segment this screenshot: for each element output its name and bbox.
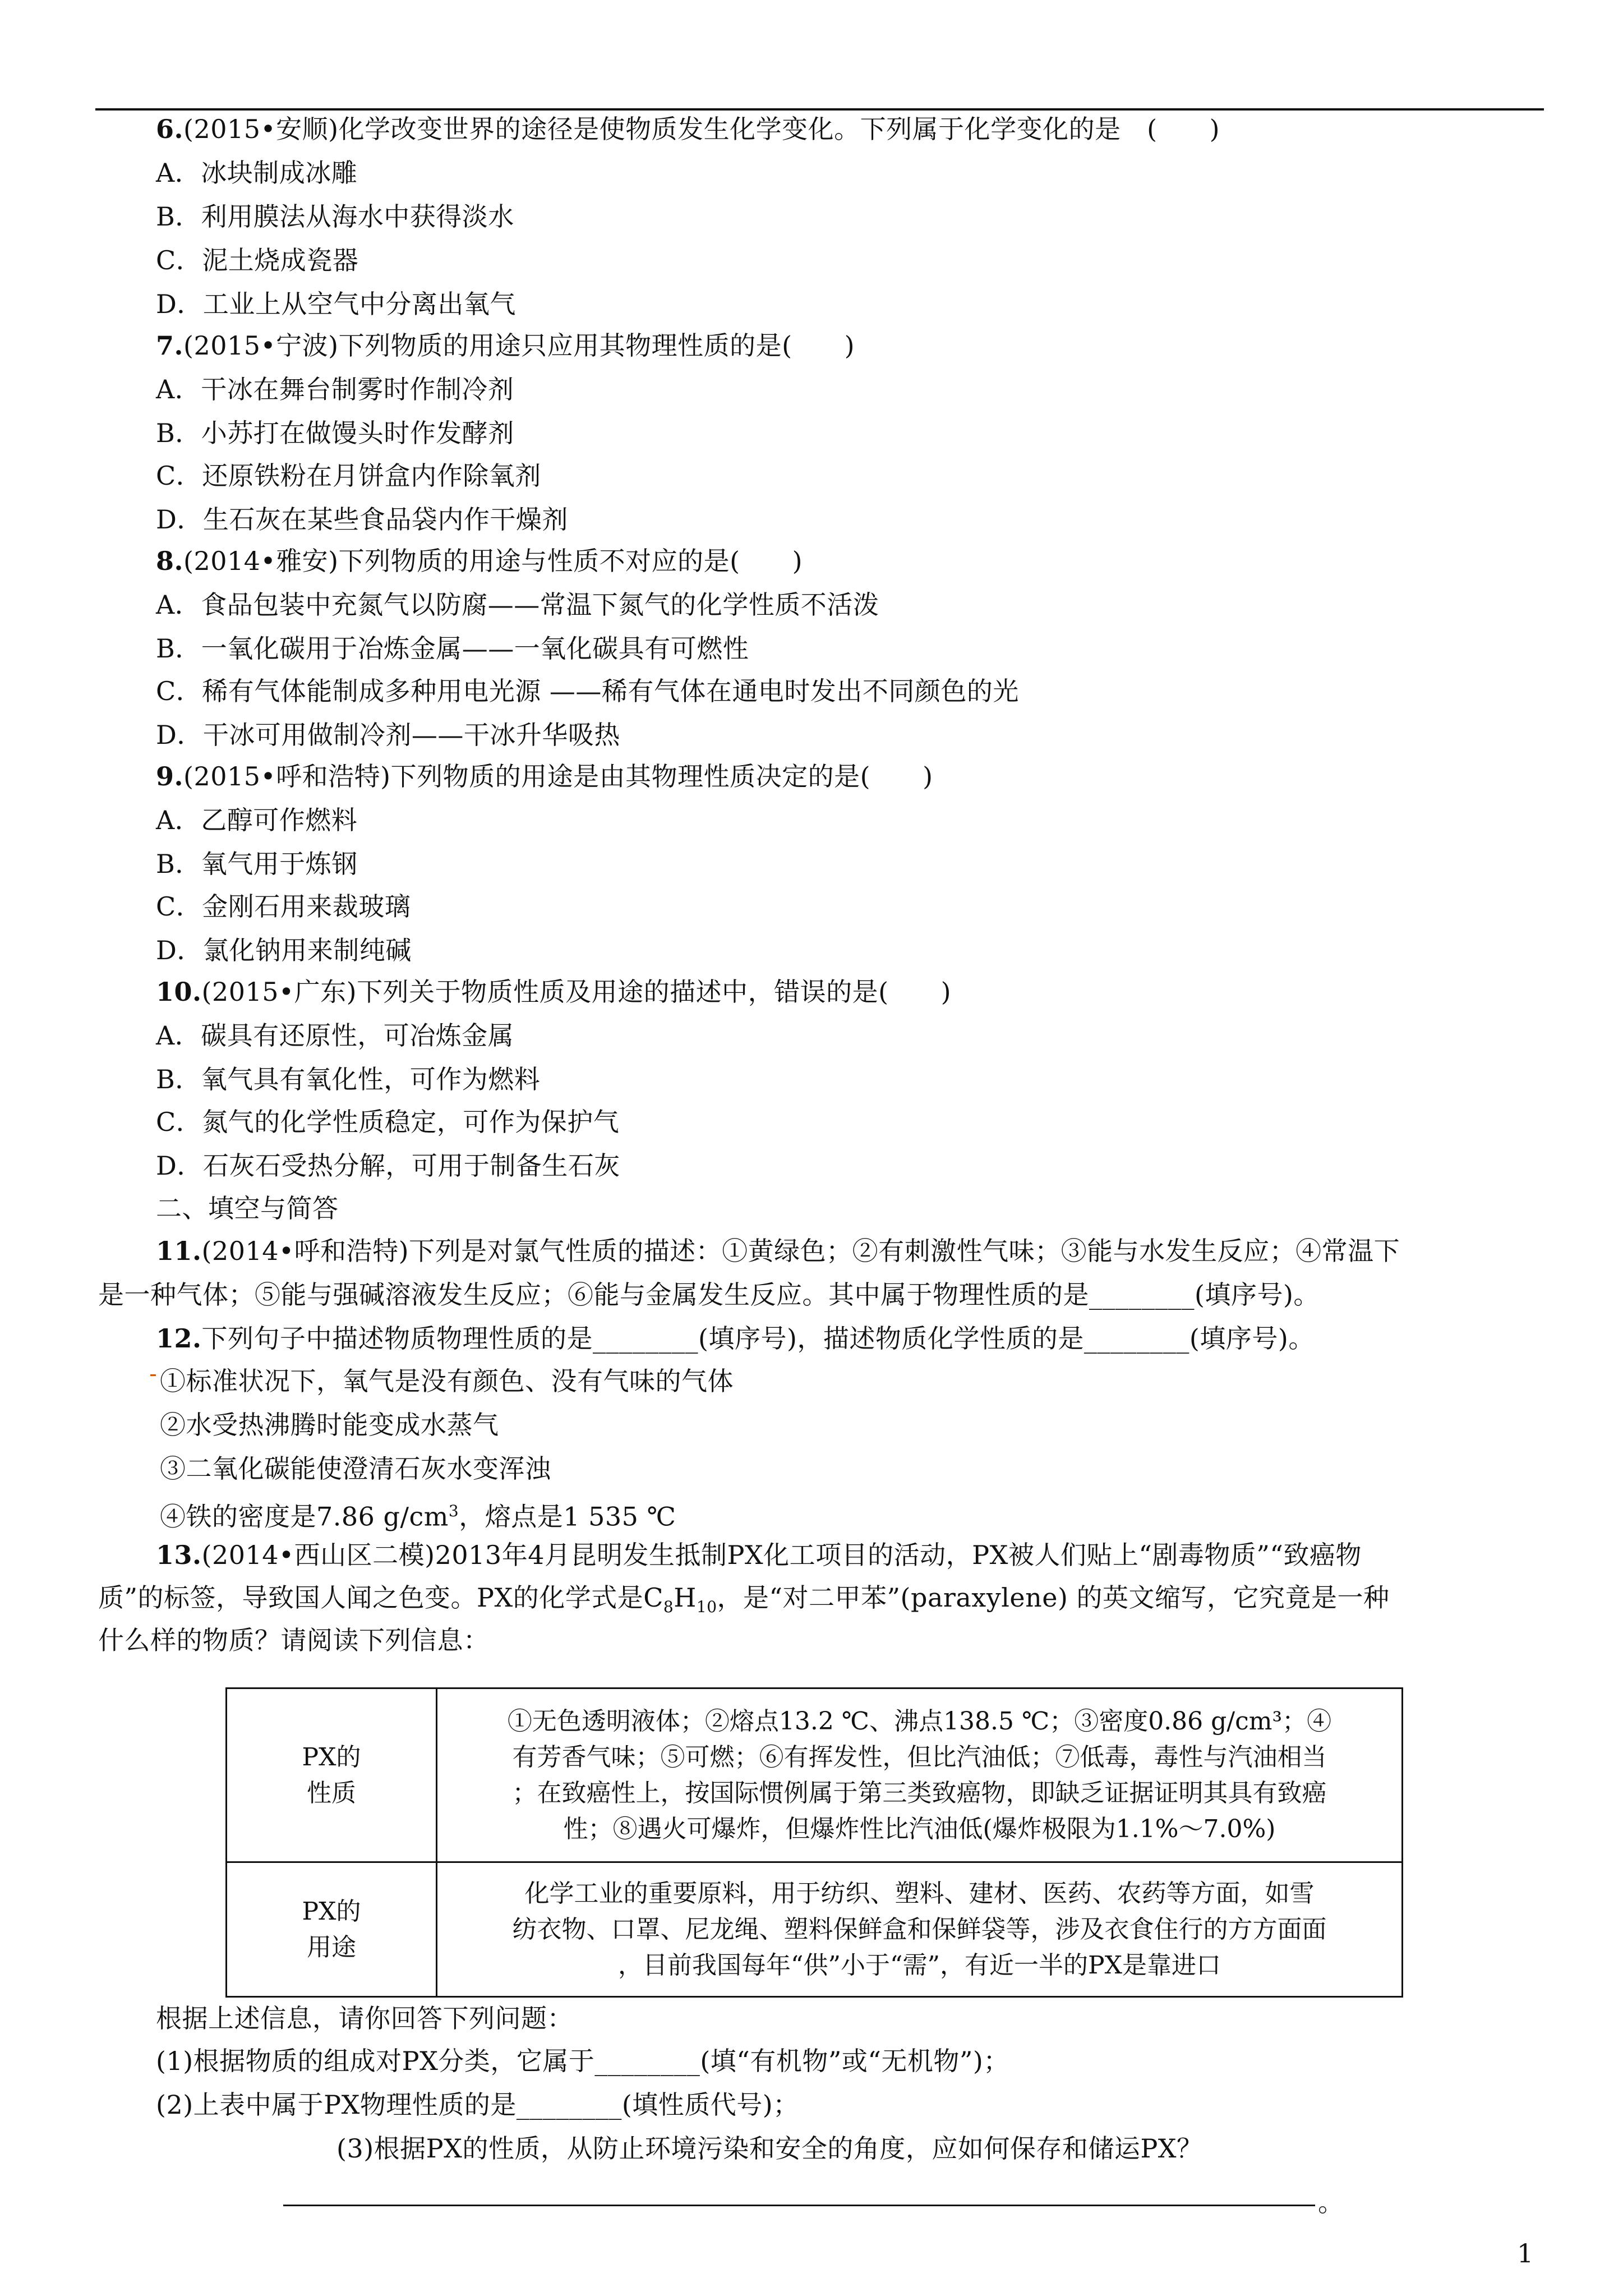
q9-option-d: D．氯化钠用来制纯碱 xyxy=(156,935,412,965)
stray-mark xyxy=(150,1369,156,1376)
q8-option-d: D．干冰可用做制冷剂——干冰升华吸热 xyxy=(156,720,620,750)
q8-option-b: B．一氧化碳用于冶炼金属——一氧化碳具有可燃性 xyxy=(156,633,749,664)
q7-option-c: C．还原铁粉在月饼盒内作除氧剂 xyxy=(156,461,541,491)
content-line: 化学工业的重要原料，用于纺织、塑料、建材、医药、农药等方面，如雪 xyxy=(524,1879,1315,1908)
q12-item-1: ①标准状况下，氧气是没有颜色、没有气味的气体 xyxy=(160,1366,734,1396)
q10-option-a: A．碳具有还原性，可冶炼金属 xyxy=(156,1020,514,1051)
sub-question-1: (1)根据物质的组成对PX分类，它属于________(填“有机物”或“无机物”)； xyxy=(156,2046,1009,2076)
sub-question-3: (3)根据PX的性质，从防止环境污染和安全的角度，应如何保存和储运PX？ xyxy=(336,2133,1203,2164)
question-7-stem: 7.(2015•宁波)下列物质的用途只应用其物理性质的是( ) xyxy=(156,330,855,361)
row-content-properties xyxy=(437,1688,1403,1862)
label-line: PX的 xyxy=(302,1742,361,1772)
q12-item-3: ③二氧化碳能使澄清石灰水变浑浊 xyxy=(160,1453,551,1484)
label-line: PX的 xyxy=(302,1897,361,1926)
q6-option-c: C．泥土烧成瓷器 xyxy=(156,245,359,275)
q7-option-a: A．干冰在舞台制雾时作制冷剂 xyxy=(156,374,514,404)
q12-item-2: ②水受热沸腾时能变成水蒸气 xyxy=(160,1410,499,1440)
questions-intro: 根据上述信息，请你回答下列问题： xyxy=(156,2003,573,2033)
question-9-stem: 9.(2015•呼和浩特)下列物质的用途是由其物理性质决定的是( ) xyxy=(156,761,933,792)
content-line: 性；⑧遇火可爆炸，但爆炸性比汽油低(爆炸极限为1.1%～7.0%) xyxy=(563,1814,1276,1843)
q7-option-d: D．生石灰在某些食品袋内作干燥剂 xyxy=(156,504,568,535)
q10-option-d: D．石灰石受热分解，可用于制备生石灰 xyxy=(156,1151,620,1181)
label-line: 用途 xyxy=(307,1932,356,1962)
q6-option-b: B．利用膜法从海水中获得淡水 xyxy=(156,201,514,232)
page-number: 1 xyxy=(1517,2238,1534,2269)
question-12-stem: 12.下列句子中描述物质物理性质的是________(填序号)，描述物质化学性质的是________(填序号)。 xyxy=(156,1323,1315,1354)
q8-option-a: A．食品包装中充氮气以防腐——常温下氮气的化学性质不活泼 xyxy=(156,590,879,620)
question-11-line-1: 11.(2014•呼和浩特)下列是对氯气性质的描述：①黄绿色；②有刺激性气味；③能与水发生反应；④常温下 xyxy=(156,1236,1400,1266)
question-13-line-1: 13.(2014•西山区二模)2013年4月昆明发生抵制PX化工项目的活动，PX被人们贴上“剧毒物质”“致癌物 xyxy=(156,1540,1362,1570)
content-line: 纺衣物、口罩、尼龙绳、塑料保鲜盒和保鲜袋等，涉及衣食住行的方方面面 xyxy=(512,1915,1327,1944)
content-line: ；在致癌性上，按国际惯例属于第三类致癌物，即缺乏证据证明其具有致癌 xyxy=(512,1778,1327,1807)
content-line: ①无色透明液体；②熔点13.2 ℃、沸点138.5 ℃；③密度0.86 g/cm³；④ xyxy=(507,1706,1332,1736)
answer-end-mark: 。 xyxy=(1318,2187,1344,2217)
q9-option-a: A．乙醇可作燃料 xyxy=(156,805,358,835)
q7-option-b: B．小苏打在做馒头时作发酵剂 xyxy=(156,418,514,448)
content-line: ，目前我国每年“供”小于“需”，有近一半的PX是靠进口 xyxy=(618,1950,1221,1980)
q9-option-c: C．金刚石用来裁玻璃 xyxy=(156,891,411,922)
question-13-line-3: 什么样的物质？请阅读下列信息： xyxy=(98,1625,490,1655)
row-label-uses xyxy=(227,1862,437,1997)
row-label-properties xyxy=(227,1688,437,1862)
header-rule xyxy=(95,108,1544,111)
table-row-uses xyxy=(227,1862,1403,1997)
q6-option-d: D．工业上从空气中分离出氧气 xyxy=(156,289,516,319)
question-13-line-2: 质”的标签，导致国人闻之色变。PX的化学式是$C_8H_{10}$，是“对二甲苯”(paraxylene) 的英文缩写，它究竟是一种 xyxy=(98,1582,1390,1617)
row-content-uses xyxy=(437,1862,1403,1997)
q12-item-4: ④铁的密度是7.86 $g/cm^3$，熔点是1 535 ℃ xyxy=(160,1501,676,1532)
sub-question-2: (2)上表中属于PX物理性质的是________(填性质代号)； xyxy=(156,2090,799,2120)
answer-blank-line xyxy=(283,2205,1315,2206)
label-line: 性质 xyxy=(307,1778,356,1807)
q10-option-b: B．氧气具有氧化性，可作为燃料 xyxy=(156,1064,541,1094)
question-10-stem: 10.(2015•广东)下列关于物质性质及用途的描述中，错误的是( ) xyxy=(156,977,952,1007)
q9-option-b: B．氧气用于炼钢 xyxy=(156,849,358,879)
q10-option-c: C．氮气的化学性质稳定，可作为保护气 xyxy=(156,1107,620,1137)
question-8-stem: 8.(2014•雅安)下列物质的用途与性质不对应的是( ) xyxy=(156,546,803,576)
table-row-properties xyxy=(227,1688,1403,1862)
section-heading: 二、填空与简答 xyxy=(156,1193,339,1223)
q6-option-a: A．冰块制成冰雕 xyxy=(156,158,358,188)
px-info-table xyxy=(225,1687,1403,1998)
question-6-stem: 6.(2015•安顺)化学改变世界的途径是使物质发生化学变化。下列属于化学变化的是 ( ) xyxy=(156,114,1220,144)
content-line: 有芳香气味；⑤可燃；⑥有挥发性，但比汽油低；⑦低毒，毒性与汽油相当 xyxy=(512,1742,1327,1772)
q8-option-c: C．稀有气体能制成多种用电光源 ——稀有气体在通电时发出不同颜色的光 xyxy=(156,676,1019,706)
question-11-line-2: 是一种气体；⑤能与强碱溶液发生反应；⑥能与金属发生反应。其中属于物理性质的是________(填序号)。 xyxy=(98,1280,1320,1310)
